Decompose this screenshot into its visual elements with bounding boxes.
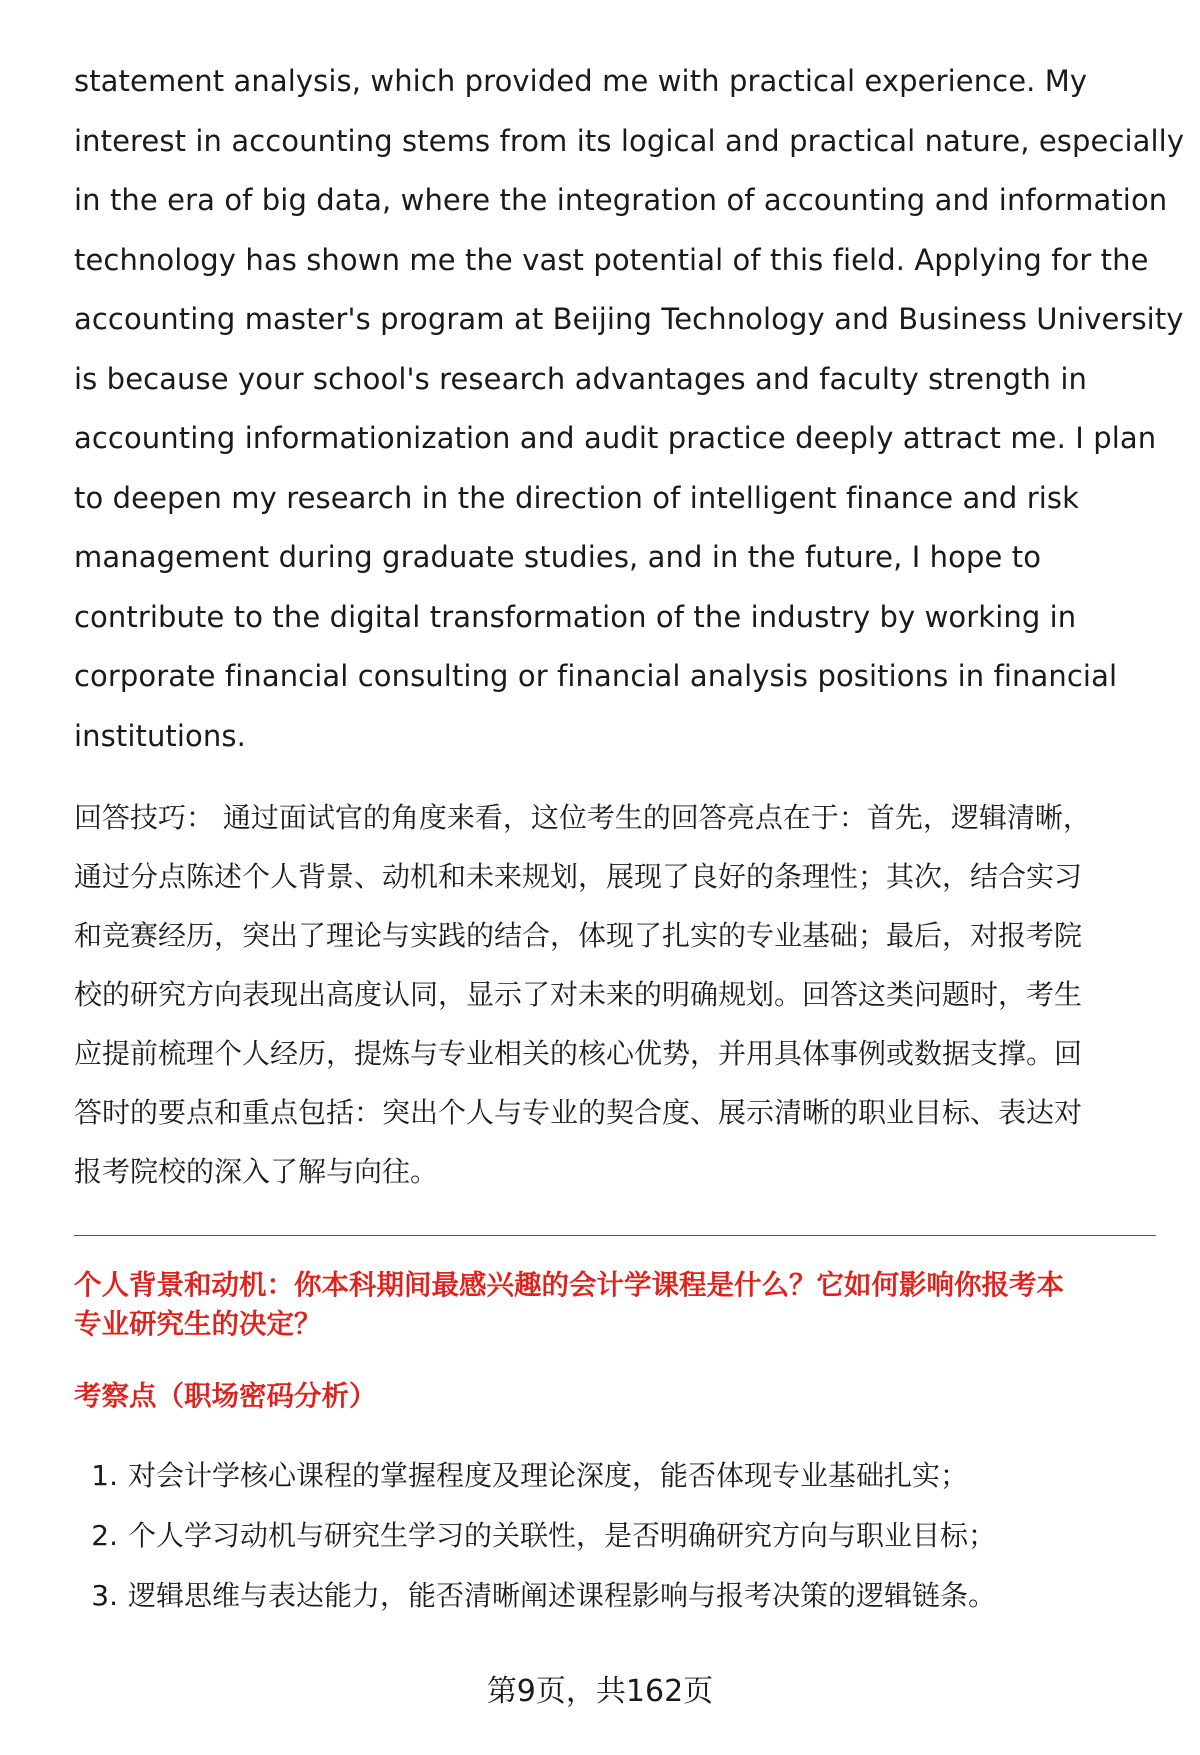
text-line: 答时的要点和重点包括：突出个人与专业的契合度、展示清晰的职业目标、表达对 [74,1096,1083,1129]
text-line: to deepen my research in the direction of intelligent finance and risk [74,480,1080,515]
text-line: statement analysis, which provided me with practical experience. My [74,64,1088,98]
text-line: contribute to the digital transformation of the industry by working in [74,599,1077,634]
list-item [74,1506,1156,1566]
page-number-footer: 第9页，共162页 [486,1674,714,1709]
assessment-list [74,1446,1156,1626]
text-line: 应提前梳理个人经历，提炼与专业相关的核心优势，并用具体事例或数据支撑。回 [74,1037,1083,1070]
list-item [74,1446,1156,1506]
text-line: 校的研究方向表现出高度认同，显示了对未来的明确规划。回答这类问题时，考生 [74,978,1083,1011]
text-line: is because your school's research advantages and faculty strength in [74,361,1087,396]
text-line: interest in accounting stems from its logical and practical nature, especially [74,123,1185,158]
list-item-text: 逻辑思维与表达能力，能否清晰阐述课程影响与报考决策的逻辑链条。 [128,1579,997,1612]
answer-tips-paragraph [74,788,1156,1201]
text-line: in the era of big data, where the integration of accounting and information [74,183,1168,217]
list-item-number: 2. [91,1519,118,1552]
section-divider [74,1235,1156,1236]
text-line: management during graduate studies, and in the future, I hope to [74,540,1042,574]
assessment-heading: 考察点（职场密码分析） [74,1380,377,1412]
text-line: 个人背景和动机：你本科期间最感兴趣的会计学课程是什么？它如何影响你报考本 [74,1269,1064,1301]
text-line: 报考院校的深入了解与向往。 [74,1155,439,1188]
list-item [74,1566,1156,1626]
list-item-number: 3. [91,1579,118,1612]
text-line: 和竞赛经历，突出了理论与实践的结合，体现了扎实的专业基础；最后，对报考院 [74,919,1083,952]
question-heading [74,1266,1156,1344]
text-line: 通过分点陈述个人背景、动机和未来规划，展现了良好的条理性；其次，结合实习 [74,860,1083,893]
list-item-text: 对会计学核心课程的掌握程度及理论深度，能否体现专业基础扎实； [128,1459,969,1492]
answer-english-paragraph [74,52,1185,766]
text-line: accounting informationization and audit practice deeply attract me. I plan [74,421,1157,455]
text-line: institutions. [74,718,246,753]
text-line: accounting master's program at Beijing Technology and Business University [74,302,1184,336]
document-page [74,52,1185,1626]
list-item-text: 个人学习动机与研究生学习的关联性，是否明确研究方向与职业目标； [128,1519,997,1552]
list-item-number: 1. [91,1459,118,1492]
text-line: 回答技巧： 通过面试官的角度来看，这位考生的回答亮点在于：首先，逻辑清晰， [74,801,1091,834]
text-line: 专业研究生的决定？ [74,1308,322,1340]
text-line: technology has shown me the vast potential of this field. Applying for the [74,242,1149,277]
text-line: corporate financial consulting or financial analysis positions in financial [74,659,1118,693]
